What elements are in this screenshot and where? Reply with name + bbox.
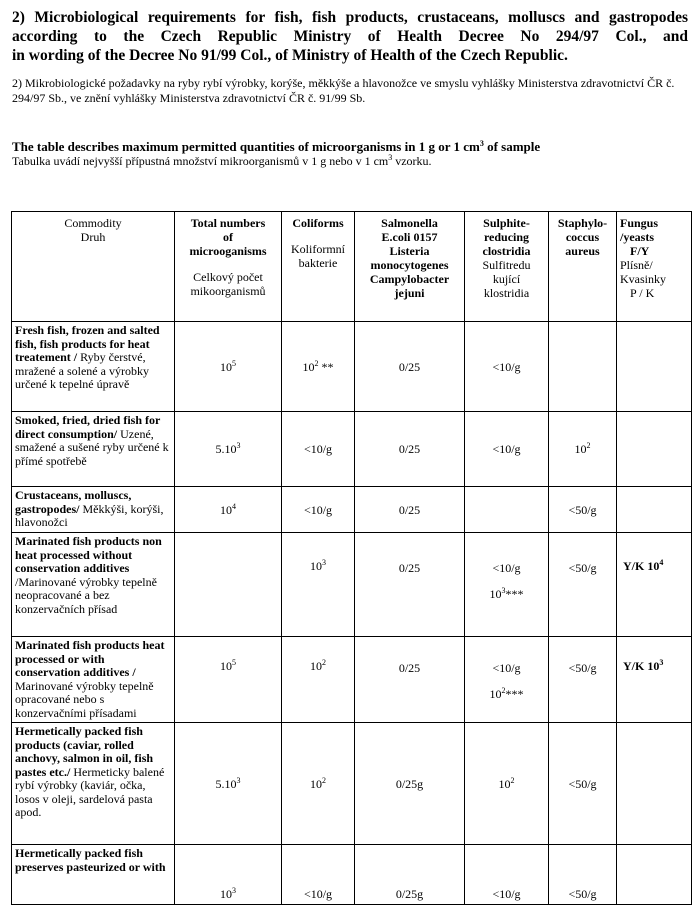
clostridia-exponent: 2 [510, 775, 515, 785]
header-total-en-1: Total numbers [190, 216, 266, 230]
coliforms-exponent: 2 [322, 775, 326, 785]
commodity-cell [12, 412, 175, 487]
staph-value: 10 [574, 442, 587, 456]
coliforms-cell [282, 845, 355, 905]
commodity-en: Marinated fish products non heat processed without conservation additives [15, 534, 162, 575]
commodity-en: Hermetically packed fish preserves pasteurized or with [15, 846, 166, 874]
intro-english [12, 139, 540, 154]
staph-cell [549, 723, 617, 845]
header-staph-1: Staphylo- [557, 216, 608, 230]
header-pathogens-3: Listeria [389, 244, 430, 258]
commodity-en: Marinated fish products heat processed or with conservation additives / [15, 638, 165, 679]
total-exponent: 4 [232, 501, 236, 511]
header-clostridia-en-1: Sulphite- [483, 216, 530, 230]
clostridia-value: 10 [498, 776, 511, 791]
header-fungus-6: P / K [630, 286, 655, 300]
clostridia-value-2-base: 10 [489, 587, 502, 601]
header-coliforms-cz-2: bakterie [298, 256, 338, 270]
staph-cell [549, 487, 617, 533]
pathogens-value: 0/25 [398, 442, 421, 456]
commodity-en: Crustaceans, molluscs, gastropodes/ [15, 488, 132, 516]
pathogens-value: 0/25 [398, 359, 421, 374]
clostridia-cell [465, 322, 549, 412]
staph-exponent: 2 [586, 441, 591, 450]
staph-value: <50/g [568, 661, 597, 675]
fungus-cell [617, 637, 692, 723]
coliforms-cell [282, 533, 355, 637]
commodity-cell [12, 533, 175, 637]
commodity-en: Fresh fish, frozen and salted fish, fish products for heat treatement / [15, 323, 160, 364]
coliforms-value: 10 [310, 659, 322, 673]
total-cell [175, 487, 282, 533]
staph-value: <50/g [568, 561, 597, 575]
staph-value: <50/g [568, 887, 597, 901]
commodity-cell [12, 322, 175, 412]
intro-en-end: of sample [483, 139, 541, 154]
header-coliforms-cz-1: Koliformní [291, 242, 345, 256]
header-clostridia [465, 212, 549, 322]
intro-cz-text: Tabulka uvádí nejvyšší přípustná množství mikroorganismů v 1 g nebo v 1 cm [12, 154, 389, 168]
pathogens-cell [355, 412, 465, 487]
total-value: 10 [220, 659, 232, 673]
table-row [12, 723, 692, 845]
coliforms-cell [282, 637, 355, 723]
table-row [12, 412, 692, 487]
total-value: 5.10 [215, 776, 237, 791]
clostridia-value: <10/g [492, 661, 521, 675]
total-exponent: 3 [236, 441, 241, 450]
clostridia-value-2-note: *** [505, 587, 524, 601]
staph-cell [549, 322, 617, 412]
pathogens-value: 0/25 [398, 561, 421, 575]
clostridia-cell [465, 845, 549, 905]
commodity-en: Hermetically packed fish products (caviar, rolled anchovy, salmon in oil, fish pastes etc./ [15, 724, 154, 779]
heading-english [12, 8, 688, 65]
total-cell [175, 412, 282, 487]
commodity-cell [12, 637, 175, 723]
table-row [12, 533, 692, 637]
commodity-cell [12, 845, 175, 905]
coliforms-exponent: 2 [322, 658, 326, 667]
total-cell [175, 845, 282, 905]
total-value: 10 [220, 502, 232, 517]
staph-value: <50/g [568, 776, 597, 791]
header-pathogens-2: E.coli 0157 [381, 230, 438, 244]
header-total-en-2: of [223, 230, 233, 244]
coliforms-value: <10/g [303, 502, 333, 517]
fungus-cell [617, 845, 692, 905]
staph-cell [549, 533, 617, 637]
header-pathogens-5: Campylobacter [369, 272, 450, 286]
header-clostridia-cz-1: Sulfitredu [482, 258, 531, 272]
header-coliforms [282, 212, 355, 322]
pathogens-cell [355, 322, 465, 412]
header-clostridia-en-3: clostridia [482, 244, 531, 258]
commodity-cz: Hermeticky balené rybí výrobky (kaviár, očka, losos v oleji, sardelová pasta apod. [15, 764, 165, 819]
commodity-en: Smoked, fried, dried fish for direct consumption/ [15, 413, 161, 441]
header-clostridia-cz-3: klostridia [483, 286, 530, 300]
total-value: 10 [220, 359, 232, 374]
commodity-cz: Uzené, smažené a sušené ryby určené k přímé spotřebě [15, 426, 169, 468]
header-staphylococcus [549, 212, 617, 322]
pathogens-value: 0/25g [395, 887, 424, 901]
table-header-row [12, 212, 692, 322]
pathogens-cell [355, 723, 465, 845]
coliforms-cell [282, 322, 355, 412]
clostridia-value: <10/g [492, 887, 521, 901]
header-pathogens [355, 212, 465, 322]
fungus-value: Y/K 10 [623, 659, 660, 673]
coliforms-cell [282, 412, 355, 487]
coliforms-exponent: 2 [314, 358, 319, 368]
clostridia-value: <10/g [492, 359, 521, 374]
clostridia-cell [465, 533, 549, 637]
commodity-cz: Marinované výrobky tepelně opracované nebo s konzervačními přísadami [15, 678, 154, 720]
commodity-cz: Měkkýši, korýši, hlavonožci [15, 501, 164, 529]
clostridia-value-2-exponent: 2 [501, 686, 506, 695]
fungus-cell [617, 487, 692, 533]
header-commodity-cz: Druh [80, 230, 106, 244]
clostridia-value-2-note: *** [505, 687, 524, 701]
header-total-cz-1: Celkový počet [193, 270, 263, 284]
header-fungus-5: Kvasinky [620, 272, 666, 286]
clostridia-value-2 [468, 587, 545, 601]
fungus-exponent: 4 [659, 558, 664, 567]
header-clostridia-en-2: reducing [483, 230, 530, 244]
clostridia-cell [465, 487, 549, 533]
header-pathogens-1: Salmonella [381, 216, 438, 230]
total-cell [175, 533, 282, 637]
pathogens-cell [355, 637, 465, 723]
heading-en-line-3: in wording of the Decree No 91/99 Col., of Ministry of Health of the Czech Republic. [12, 47, 568, 64]
clostridia-cell [465, 412, 549, 487]
header-pathogens-4: monocytogenes [370, 258, 449, 272]
intro-en-sup: 3 [479, 139, 484, 148]
header-staph-2: coccus [565, 230, 600, 244]
intro-cz-end: vzorku. [392, 154, 432, 168]
requirements-table [11, 211, 692, 905]
total-cell [175, 637, 282, 723]
total-exponent: 3 [232, 886, 236, 895]
intro-czech [12, 154, 432, 168]
coliforms-cell [282, 723, 355, 845]
clostridia-value-2-exponent: 3 [501, 586, 506, 595]
table-row [12, 637, 692, 723]
total-cell [175, 322, 282, 412]
total-value: 10 [220, 887, 232, 901]
intro-cz-sup: 3 [388, 153, 393, 162]
header-fungus-2: /yeasts [620, 230, 654, 244]
coliforms-value: 10 [310, 776, 322, 791]
fungus-exponent: 3 [659, 658, 664, 667]
pathogens-cell [355, 845, 465, 905]
pathogens-value: 0/25 [398, 661, 421, 675]
coliforms-value: 10 [310, 559, 322, 573]
fungus-cell [617, 322, 692, 412]
total-value: 5.10 [215, 442, 237, 456]
coliforms-note: ** [318, 359, 334, 374]
clostridia-value: <10/g [492, 442, 521, 456]
total-exponent: 5 [232, 358, 236, 368]
pathogens-cell [355, 487, 465, 533]
total-exponent: 3 [236, 775, 241, 785]
total-exponent: 5 [232, 658, 236, 667]
heading-czech: 2) Mikrobiologické požadavky na ryby rybí výrobky, korýše, měkkýše a hlavonožce ve smyslu vyhlášky Ministerstva zdravotnictví ČR č. 294/97 Sb., ve znění vyhlášky Ministerstva zdravotnictví ČR č. 91/99 Sb. [12, 76, 675, 105]
fungus-cell [617, 723, 692, 845]
heading-en-line-1: 2) Microbiological requirements for fish, fish products, crustaceans, molluscs and [12, 9, 600, 26]
header-commodity-en: Commodity [64, 216, 122, 230]
header-commodity [12, 212, 175, 322]
coliforms-cell [282, 487, 355, 533]
coliforms-value: 10 [302, 359, 315, 374]
staph-cell [549, 845, 617, 905]
coliforms-value: <10/g [303, 887, 333, 901]
header-total-cz-2: mikoorganismů [190, 284, 266, 298]
table-row [12, 487, 692, 533]
coliforms-value: <10/g [303, 442, 333, 456]
clostridia-cell [465, 637, 549, 723]
table-row [12, 845, 692, 905]
clostridia-value: <10/g [492, 561, 521, 575]
pathogens-value: 0/25 [398, 502, 421, 517]
staph-cell [549, 637, 617, 723]
header-fungus-1: Fungus [620, 216, 659, 230]
staph-cell [549, 412, 617, 487]
header-total-en-3: microoganisms [189, 244, 267, 258]
clostridia-cell [465, 723, 549, 845]
commodity-cz: Ryby čerstvé, mražené a solené a výrobky určené k tepelné úpravě [15, 350, 149, 391]
header-pathogens-6: jejuni [394, 286, 425, 300]
fungus-cell [617, 412, 692, 487]
header-coliforms-en: Coliforms [292, 216, 344, 230]
header-staph-3: aureus [565, 244, 600, 258]
header-total [175, 212, 282, 322]
commodity-cell [12, 487, 175, 533]
intro-en-text: The table describes maximum permitted quantities of microorganisms in 1 g or 1 cm [12, 139, 480, 154]
coliforms-exponent: 3 [322, 558, 326, 567]
header-fungus-4: Plísně/ [620, 258, 653, 272]
header-fungus [617, 212, 692, 322]
pathogens-cell [355, 533, 465, 637]
commodity-cell [12, 723, 175, 845]
header-clostridia-cz-2: kující [492, 272, 521, 286]
clostridia-value-2 [468, 687, 545, 701]
clostridia-value-2-base: 10 [489, 687, 502, 701]
fungus-value: Y/K 10 [623, 559, 660, 573]
staph-value: <50/g [568, 502, 597, 517]
pathogens-value: 0/25g [395, 776, 424, 791]
table-row [12, 322, 692, 412]
total-cell [175, 723, 282, 845]
commodity-cz: /Marinované výrobky tepelně neopracované a bez konzervačních přísad [15, 574, 157, 616]
fungus-cell [617, 533, 692, 637]
heading-en-line-2: gastropodes according to the Czech Republic Ministry of Health Decree No 294/97 Col., and [12, 9, 688, 45]
header-fungus-3: F/Y [630, 244, 650, 258]
